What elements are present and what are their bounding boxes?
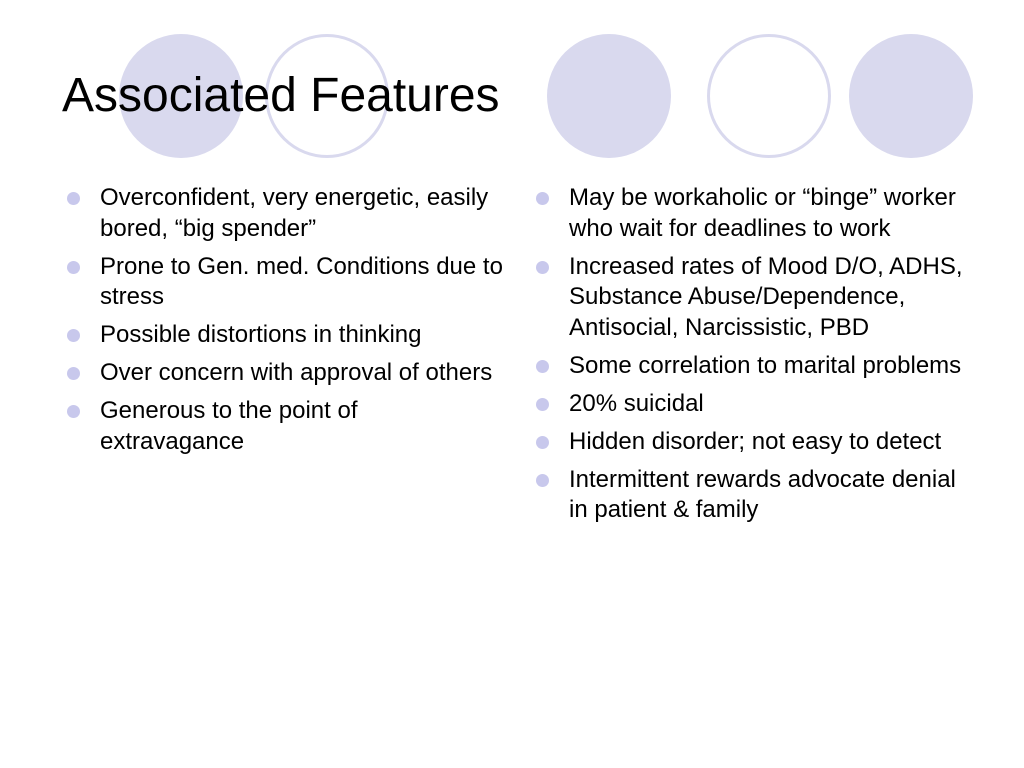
bullet-dot-icon [67,405,80,418]
list-item [533,427,963,458]
bullet-dot-icon [536,436,549,449]
list-item [64,396,504,457]
list-item [64,252,504,313]
bullet-dot-icon [536,261,549,274]
bullet-text: Overconfident, very energetic, easily bored, “big spender” [100,184,489,242]
bullet-text: Increased rates of Mood D/O, ADHS, Substance Abuse/Dependence, Antisocial, Narcissistic, PBD [569,252,963,341]
bullet-text: Intermittent rewards advocate denial in patient & family [569,465,956,523]
bullet-text: Over concern with approval of others [100,359,493,386]
bullet-text: Hidden disorder; not easy to detect [569,427,942,455]
bullet-dot-icon [67,367,80,380]
decorative-circle-filled [849,34,973,158]
list-item [64,320,504,351]
bullet-text: 20% suicidal [569,389,704,417]
bullet-dot-icon [536,398,549,411]
bullet-text: Generous to the point of extravagance [100,397,358,455]
bullet-dot-icon [67,261,80,274]
bullet-text: Possible distortions in thinking [100,321,422,348]
list-item [533,465,963,526]
bullet-dot-icon [67,329,80,342]
list-item [533,183,963,244]
left-bullet-list [64,183,504,465]
list-item [64,183,504,244]
bullet-dot-icon [536,474,549,487]
bullet-text: Prone to Gen. med. Conditions due to stress [100,252,503,310]
bullet-text: May be workaholic or “binge” worker who wait for deadlines to work [569,184,956,242]
decorative-circle-filled [547,34,671,158]
slide-title: Associated Features [62,69,500,122]
bullet-dot-icon [536,360,549,373]
list-item [533,252,963,344]
right-bullet-list [533,183,963,533]
list-item [64,358,504,389]
bullet-dot-icon [536,192,549,205]
list-item [533,351,963,382]
bullet-text: Some correlation to marital problems [569,351,962,379]
list-item [533,389,963,420]
bullet-dot-icon [67,192,80,205]
decorative-circle-outline [707,34,831,158]
